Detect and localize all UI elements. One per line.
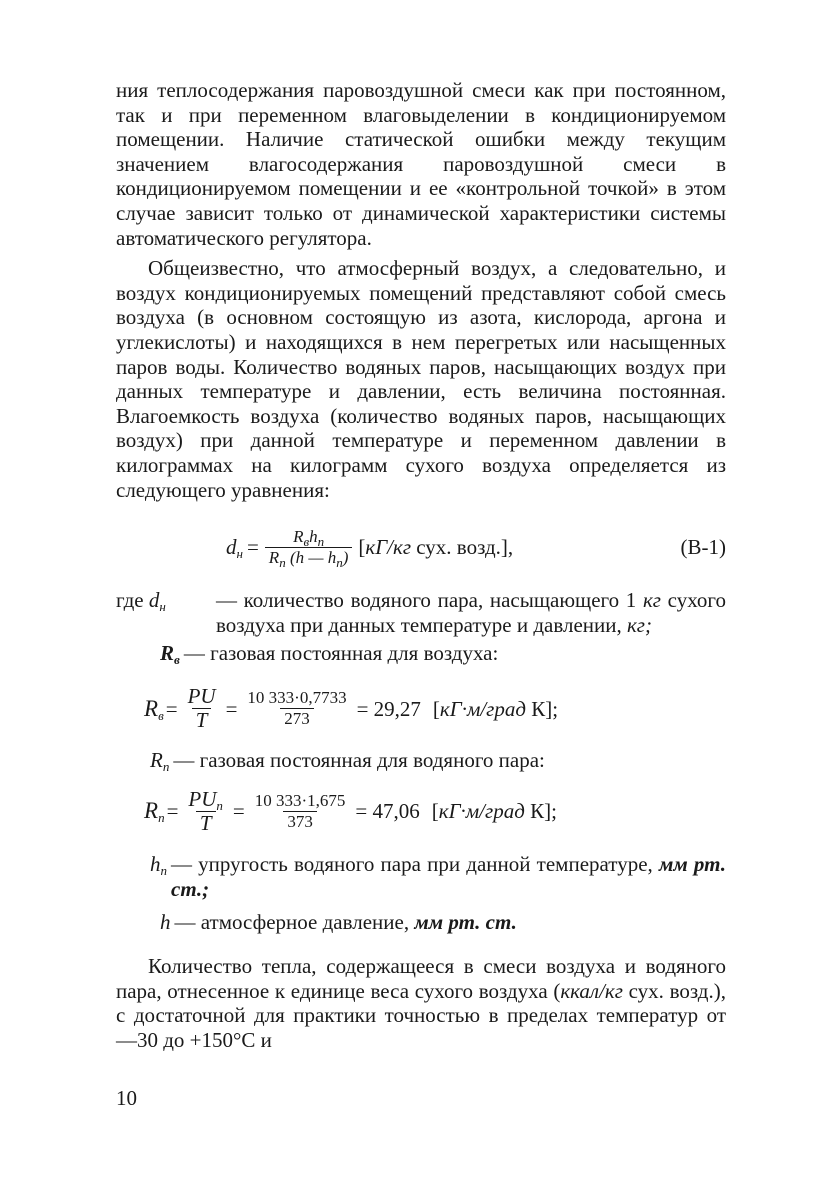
- page-body: [116, 78, 726, 1053]
- eq1-lhs: $d_н$: [226, 534, 243, 561]
- definitions-list: [116, 588, 726, 666]
- paragraph-2: Общеизвестно, что атмосферный воздух, а следовательно, и воздух кондиционируемых помещений представляют собой смесь воздуха (в основном состоящую из азота, кислорода, аргона и углекислоты) и находящихся в нем перегретых или насыщенных паров воды. Количество водяных паров, насыщающих воздух при данных температуре и давлении, есть величина постоянная. Влагоемкость воздуха (количество водяных паров, насыщающих воздух) при данной температуре и переменном давлении в килограммах на килограмм сухого воздуха определяется из следующего уравнения:: [116, 256, 726, 502]
- paragraph-1: ния теплосодержания паровоздушной смеси как при постоянном, так и при переменном влаговыделении в кондиционируемом помещении. Наличие статической ошибки между текущим значением влагосодержания паровоздушной смеси в кондиционируемом помещении и ее «контрольной точкой» в этом случае зависит только от динамической характеристики системы автоматического регулятора.: [116, 78, 726, 250]
- page-number: 10: [116, 1086, 137, 1110]
- paragraph-3: Количество тепла, содержащееся в смеси воздуха и водяного пара, отнесенное к единице веса сухого воздуха (ккал/кг сух. возд.), с достаточной для практики точностью в пределах температур от —30 до +150°С и: [116, 954, 726, 1053]
- eq2-fraction-1: $\frac{PU}{T}$: [187, 684, 216, 733]
- definition-h: h — атмосферное давление, мм рт. ст.: [160, 909, 517, 934]
- eq3-fraction-2: $\frac{10 333\cdot 1,675}{373}$: [254, 790, 346, 831]
- eq3-fraction-1: $\frac{PU_п}{T}$: [188, 786, 223, 835]
- eq1-unit: [кГ/кг сух. возд.],: [358, 534, 514, 559]
- equation-rp: $R_п$ = $\frac{PU_п}{T}$ = $\frac{10 333\cdot 1,675}{373}$ = 47,06 [кГ·м/град К];: [144, 786, 557, 835]
- equation-rv: $R_в$ = $\frac{PU}{T}$ = $\frac{10 333\cdot 0,7733}{273}$ = 29,27 [кГ·м/град К];: [144, 684, 559, 733]
- equation-b1: $d_н$ = $\frac{R_вh_п}{R_п (h — h_п)}$ [кГ/кг сух. возд.], (В-1): [226, 526, 726, 570]
- definition-hp: $h_п$ — упругость водяного пара при данной температуре, мм рт. ст.;: [150, 852, 726, 902]
- definition-dn: где $d_н$ — количество водяного пара, насыщающего 1 кг сухого воздуха при данных температуре и давлении, кг;: [116, 588, 726, 637]
- eq1-fraction: $\frac{R_вh_п}{R_п (h — h_п)}$: [265, 527, 353, 568]
- eq2-fraction-2: $\frac{10 333\cdot 0,7733}{273}$: [247, 688, 347, 729]
- definition-rv: $R_в$ — газовая постоянная для воздуха:: [160, 641, 499, 668]
- equation-number: (В-1): [680, 534, 726, 559]
- definition-rp: $R_п$ — газовая постоянная для водяного пара:: [150, 747, 545, 774]
